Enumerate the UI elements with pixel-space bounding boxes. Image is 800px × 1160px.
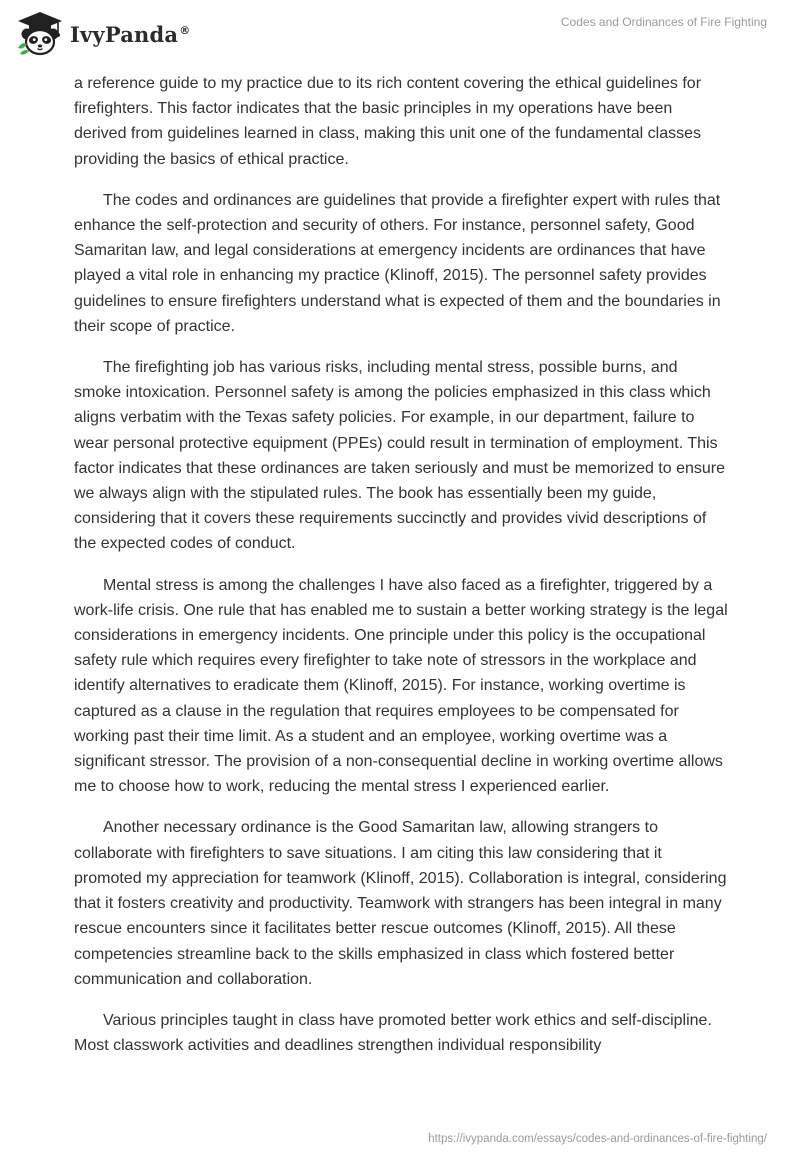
brand-name: IvyPanda® <box>70 21 191 47</box>
essay-body <box>74 71 728 1074</box>
paragraph: Mental stress is among the challenges I have also faced as a firefighter, triggered by a work-life crisis. One rule that has enabled me to sustain a better working strategy is the legal considerations in emergency incidents. One principle under this policy is the occupational safety rule which requires every firefighter to take note of stressors in the workplace and identify alternatives to eradicate them (Klinoff, 2015). For instance, working overtime is captured as a clause in the regulation that requires employees to be compensated for working past their time limit. As a student and an employee, working overtime was a significant stressor. The provision of a non-consequential decline in working overtime allows me to choose how to work, reducing the mental stress I experienced earlier. <box>74 576 728 796</box>
paragraph: The firefighting job has various risks, including mental stress, possible burns, and smoke intoxication. Personnel safety is among the policies emphasized in this class which aligns verbatim with the Texas safety policies. For example, in our department, failure to wear personal protective equipment (PPEs) could result in termination of employment. This factor indicates that these ordinances are taken seriously and must be memorized to ensure we always align with the stipulated rules. The book has essentially been my guide, considering that it covers these requirements succinctly and provides vivid descriptions of the expected codes of conduct. <box>74 359 726 553</box>
document-title: Codes and Ordinances of Fire Fighting <box>560 15 767 29</box>
page-header <box>0 0 800 64</box>
paragraph: Various principles taught in class have promoted better work ethics and self-discipline. Most classwork activities and deadlines strengthen individual responsibility <box>74 1011 712 1055</box>
ivypanda-logo[interactable] <box>16 10 190 56</box>
source-url-link[interactable]: https://ivypanda.com/essays/codes-and-ordinances-of-fire-fighting/ <box>428 1133 767 1145</box>
brand-registered-mark: ® <box>179 23 191 37</box>
paragraph: Another necessary ordinance is the Good Samaritan law, allowing strangers to collaborate with firefighters to save situations. I am citing this law considering that it promoted my appreciation for teamwork (Klinoff, 2015). Collaboration is integral, considering that it fosters creativity and productivity. Teamwork with strangers has been integral in many rescue encounters since it facilitates better rescue outcomes (Klinoff, 2015). All these competencies streamline back to the skills emphasized in class which fostered better communication and collaboration. <box>74 819 727 988</box>
paragraph: a reference guide to my practice due to its rich content covering the ethical guidelines for firefighters. This factor indicates that the basic principles in my operations have been derived from guidelines learned in class, making this unit one of the fundamental classes providing the basics of ethical practice. <box>74 75 702 168</box>
paragraph: The codes and ordinances are guidelines that provide a firefighter expert with rules that enhance the self-protection and security of others. For instance, personnel safety, Good Samaritan law, and legal considerations at emergency incidents are ordinances that have played a vital role in enhancing my practice (Klinoff, 2015). The personnel safety provides guidelines to ensure firefighters understand what is expected of them and the boundaries in their scope of practice. <box>74 191 721 335</box>
panda-graduate-icon <box>16 10 64 56</box>
